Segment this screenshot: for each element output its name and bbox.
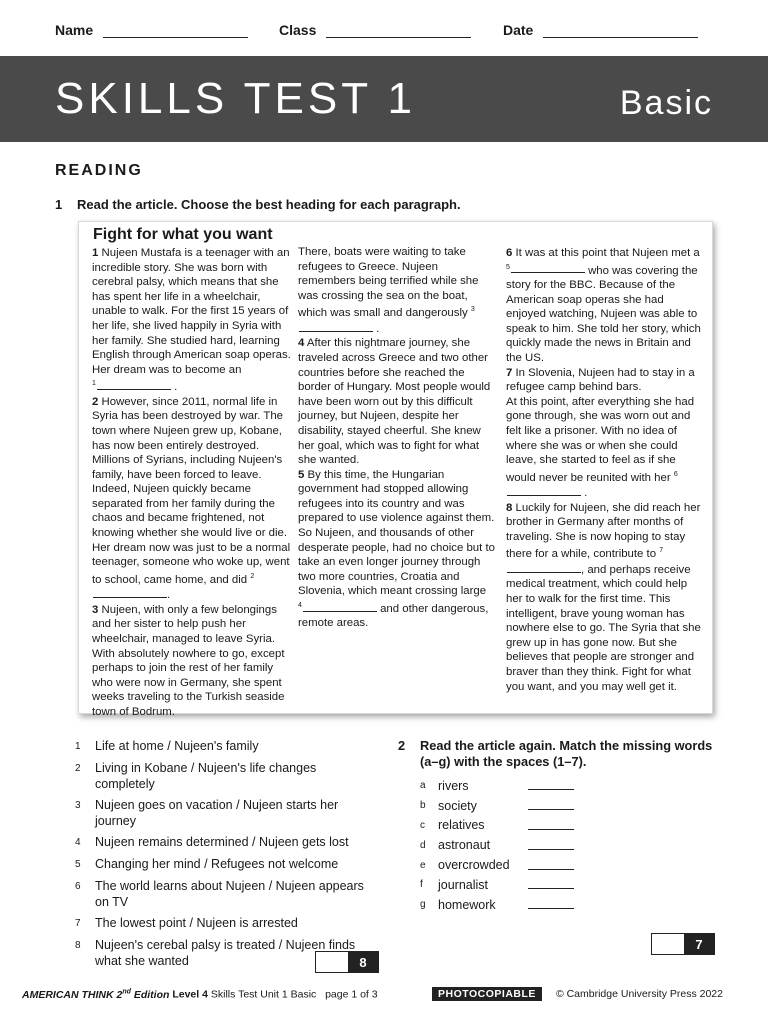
paragraph-2: 2 However, since 2011, normal life in Syria has been destroyed by war. The town where Nujeen grew up, Kobane, has now been entirely destroyed. Millions of Syrians, including Nujeen's family, have been forced to leave. Indeed, Nujeen quickly became separated from her family during the chaos and became frightened, not knowing whether she would live or die. Her dream now was just to be a normal teenager, someone who woke up, went to school, came home, and did $^2$. [92, 395, 291, 602]
answer-line[interactable] [528, 801, 574, 810]
heading-option[interactable]: 5 Changing her mind / Refugees not welcome [75, 857, 339, 871]
paragraph-7: 7 In Slovenia, Nujeen had to stay in a refugee camp behind bars. At this point, after everything she had gone through, she was worn out and felt like a prisoner. With no idea of where she was or when she could leave, she started to feel as if she would never be reunited with her $^6$ . [506, 366, 695, 500]
heading-option[interactable]: 8 Nujeen's cerebal palsy is treated / Nujeen finds what she wanted [75, 938, 356, 968]
date-line[interactable] [543, 23, 698, 38]
answer-line[interactable] [528, 861, 574, 870]
gap-7[interactable] [507, 562, 581, 573]
gap-4[interactable] [303, 601, 377, 612]
title-banner [0, 56, 768, 142]
student-info-fields [55, 22, 713, 44]
level-label: Basic [619, 84, 713, 122]
question-2 [398, 738, 718, 915]
gap-1[interactable] [97, 379, 171, 390]
paragraph-6: 6 It was at this point that Nujeen met a $^5$ who was covering the story for the BBC. Because of the American soap operas she had enjoyed watching, Nujeen was able to speak to him. She told her story, which quickly made the news in Britain and the US. [506, 247, 701, 364]
word-option: c relatives [420, 816, 718, 836]
gap-3[interactable] [299, 321, 373, 332]
heading-option[interactable]: 6 The world learns about Nujeen / Nujeen appears on TV [75, 879, 364, 909]
article-title: Fight for what you want [93, 226, 273, 243]
date-label: Date [503, 22, 534, 38]
word-option: d astronaut [420, 835, 718, 855]
question-number: 1 [55, 197, 63, 212]
name-line[interactable] [103, 23, 248, 38]
question-2-instruction: 2 Read the article again. Match the missing words (a–g) with the spaces (1–7). [398, 738, 713, 769]
heading-option[interactable]: 2 Living in Kobane / Nujeen's life changes completely [75, 761, 317, 791]
word-option: g homework [420, 895, 718, 915]
word-option: a rivers [420, 776, 718, 796]
section-heading: READING [55, 162, 143, 179]
score-total: 8 [348, 952, 378, 972]
name-field[interactable] [55, 22, 248, 38]
class-field[interactable] [279, 22, 471, 38]
word-option: b society [420, 796, 718, 816]
word-options [420, 776, 718, 915]
gap-6[interactable] [507, 485, 581, 496]
class-label: Class [279, 22, 317, 38]
heading-option[interactable]: 7 The lowest point / Nujeen is arrested [75, 916, 298, 930]
paragraph-8: 8 Luckily for Nujeen, she did reach her brother in Germany after months of traveling. She is now hoping to stay there for a while, contribute to $^7$, and perhaps receive medical treatment, which could help her to walk for the first time. This intelligent, brave young woman has nowhere else to go. The Syria that she grew up in has gone now. But she believes that people are stronger and braver than they think. Fight for what you want, and you may well get it. [506, 501, 701, 693]
question-1-instruction [55, 197, 461, 212]
article-column-1 [92, 246, 292, 720]
paragraph-3: 3 Nujeen, with only a few belongings and her sister to help push her wheelchair, managed to leave Syria. With absolutely nowhere to go, except perhaps to join the rest of her family who were now in Germany, she spent weeks traveling to the Turkish seaside town of Bodrum. [92, 603, 285, 718]
page-footer [22, 988, 723, 1002]
question-text: Read the article. Choose the best heading for each paragraph. [77, 197, 461, 212]
answer-line[interactable] [528, 841, 574, 850]
gap-5[interactable] [511, 262, 585, 273]
paragraph-3-continued: There, boats were waiting to take refugees to Greece. Nujeen remembers being terrified while she was crossing the sea on the boat, which was small and dangerously $^3$ . [298, 246, 479, 335]
word-option: e overcrowded [420, 855, 718, 875]
score-box-q2 [651, 933, 715, 955]
score-total: 7 [684, 934, 714, 954]
answer-line[interactable] [528, 900, 574, 909]
paragraph-5: 5 By this time, the Hungarian government had stopped allowing refugees into its country and was prepared to use violence against them. So Nujeen, and thousands of other desperate people, had no choice but to take an even longer journey through two more countries, Croatia and Slovenia, which meant crossing large $^4$ and other dangerous, remote areas. [298, 468, 495, 630]
score-box-q1 [315, 951, 379, 973]
heading-option[interactable]: 4 Nujeen remains determined / Nujeen gets lost [75, 835, 349, 849]
word-option: f journalist [420, 875, 718, 895]
answer-line[interactable] [528, 781, 574, 790]
article-column-2-content [298, 245, 496, 631]
gap-2[interactable] [93, 587, 167, 598]
copyright: © Cambridge University Press 2022 [555, 988, 723, 1000]
headings-list [75, 738, 375, 974]
class-line[interactable] [326, 23, 471, 38]
paragraph-1: 1 Nujeen Mustafa is a teenager with an incredible story. She was born with cerebral palsy, which means that she has spent her life in a wheelchair, unable to walk. For the first 15 years of her life, she lived happily in Syria with her family. She studied hard, learning English through American soap operas. Her dream was to become an $^1$ . [92, 247, 291, 394]
paragraph-4: 4 After this nightmare journey, she traveled across Greece and two other countries before she reached the border of Hungary. Most people would have been worn out by this difficult journey, but Nujeen, despite her disability, stayed cheerful. She knew her goal, which was to fight for what she wanted. [298, 337, 491, 467]
page-title: SKILLS TEST 1 [55, 74, 416, 123]
photocopiable-badge: PHOTOCOPIABLE [432, 987, 542, 1001]
footer-info: AMERICAN THINK 2nd Edition Level 4 Skills Test Unit 1 Basic page 1 of 3 [22, 988, 378, 1001]
name-label: Name [55, 22, 94, 38]
article-column-3 [506, 246, 706, 694]
heading-option[interactable]: 1 Life at home / Nujeen's family [75, 739, 259, 753]
answer-line[interactable] [528, 821, 574, 830]
answer-line[interactable] [528, 880, 574, 889]
heading-option[interactable]: 3 Nujeen goes on vacation / Nujeen starts her journey [75, 798, 339, 828]
date-field[interactable] [503, 22, 698, 38]
score-input[interactable] [652, 934, 684, 954]
score-input[interactable] [316, 952, 348, 972]
